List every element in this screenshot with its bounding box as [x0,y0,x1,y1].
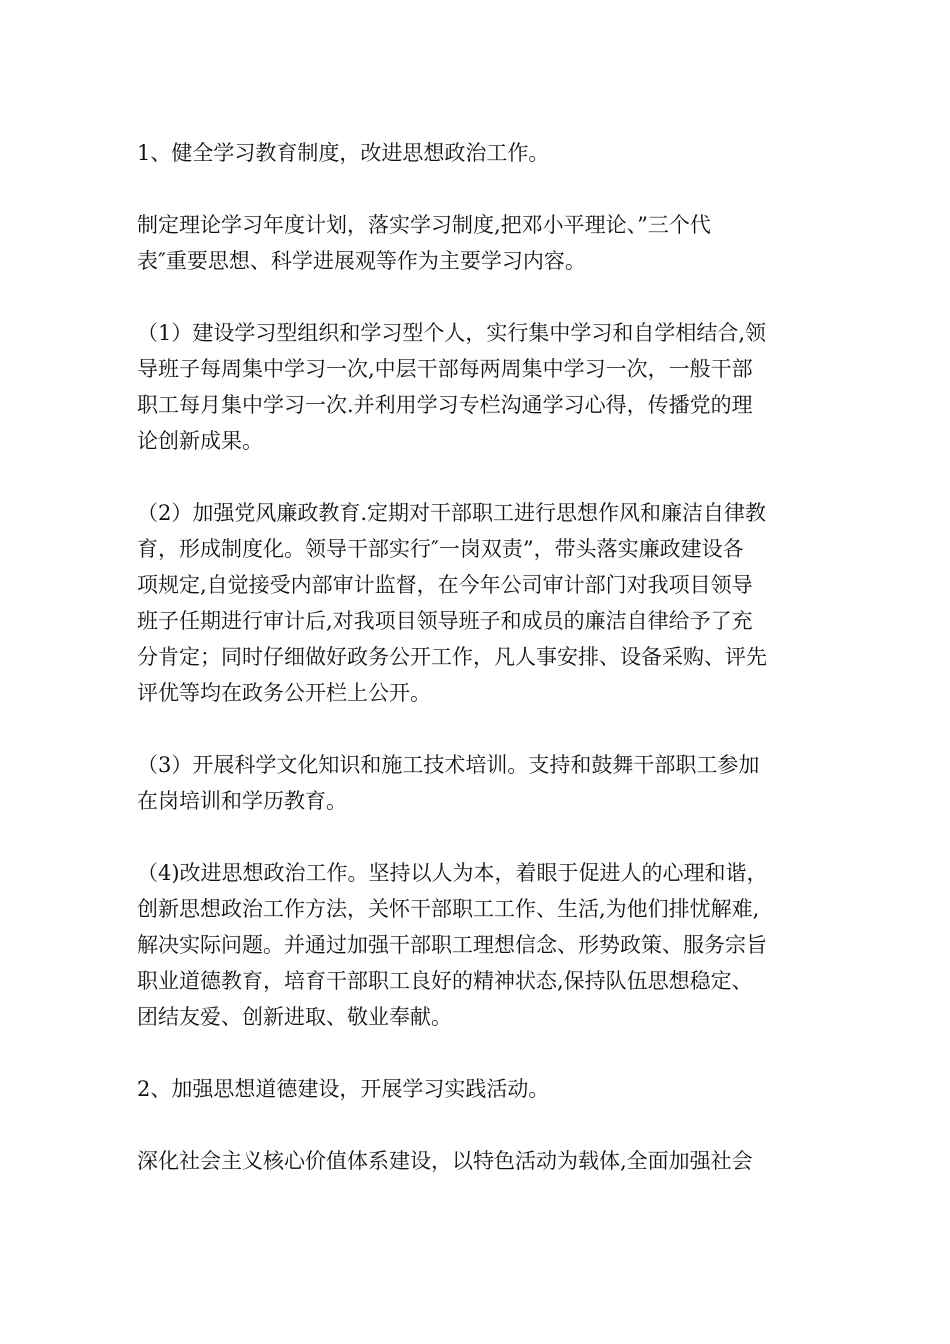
paragraph-item-1 [137,315,766,459]
text-line: 职工每月集中学习一次.并利用学习专栏沟通学习心得，传播党的理 [137,393,753,417]
text-line: 制定理论学习年度计划，落实学习制度,把邓小平理论、”三个代 [137,213,711,237]
text-line: 论创新成果。 [137,429,263,453]
paragraph-item-3 [137,747,759,819]
text-line: 职业道德教育，培育干部职工良好的精神状态,保持队伍思想稳定、 [137,969,753,993]
text-line: 2、加强思想道德建设，开展学习实践活动。 [137,1077,550,1101]
heading-2 [137,1071,549,1107]
text-line: 深化社会主义核心价值体系建设，以特色活动为载体,全面加强社会 [137,1149,753,1173]
paragraph-item-2 [137,495,767,711]
text-line: 导班子每周集中学习一次,中层干部每两周集中学习一次，一般干部 [137,357,753,381]
text-line: 评优等均在政务公开栏上公开。 [137,681,431,705]
paragraph-core-values [137,1143,753,1179]
text-line: 班子任期进行审计后,对我项目领导班子和成员的廉洁自律给予了充 [137,609,753,633]
text-line: 育，形成制度化。领导干部实行″一岗双责”，带头落实廉政建设各 [137,537,744,561]
text-line: 项规定,自觉接受内部审计监督，在今年公司审计部门对我项目领导 [137,573,753,597]
text-line: （3）开展科学文化知识和施工技术培训。支持和鼓舞干部职工参加 [137,753,760,777]
text-line: 分肯定；同时仔细做好政务公开工作，凡人事安排、设备采购、评先 [137,645,767,669]
text-line: 创新思想政治工作方法，关怀干部职工工作、生活,为他们排忧解难, [137,897,760,921]
text-line: 解决实际问题。并通过加强干部职工理想信念、形势政策、服务宗旨 [137,933,767,957]
text-line: （1）建设学习型组织和学习型个人，实行集中学习和自学相结合,领 [137,321,767,345]
heading-1 [137,135,549,171]
text-line: （4)改进思想政治工作。坚持以人为本，着眼于促进人的心理和谐， [137,861,768,885]
paragraph-study-plan [137,207,711,279]
text-line: 在岗培训和学历教育。 [137,789,347,813]
text-line: （2）加强党风廉政教育.定期对干部职工进行思想作风和廉洁自律教 [137,501,767,525]
text-line: 表″重要思想、科学进展观等作为主要学习内容。 [137,249,586,273]
text-line: 1、健全学习教育制度，改进思想政治工作。 [137,141,550,165]
paragraph-item-4 [137,855,768,1035]
text-line: 团结友爱、创新进取、敬业奉献。 [137,1005,452,1029]
